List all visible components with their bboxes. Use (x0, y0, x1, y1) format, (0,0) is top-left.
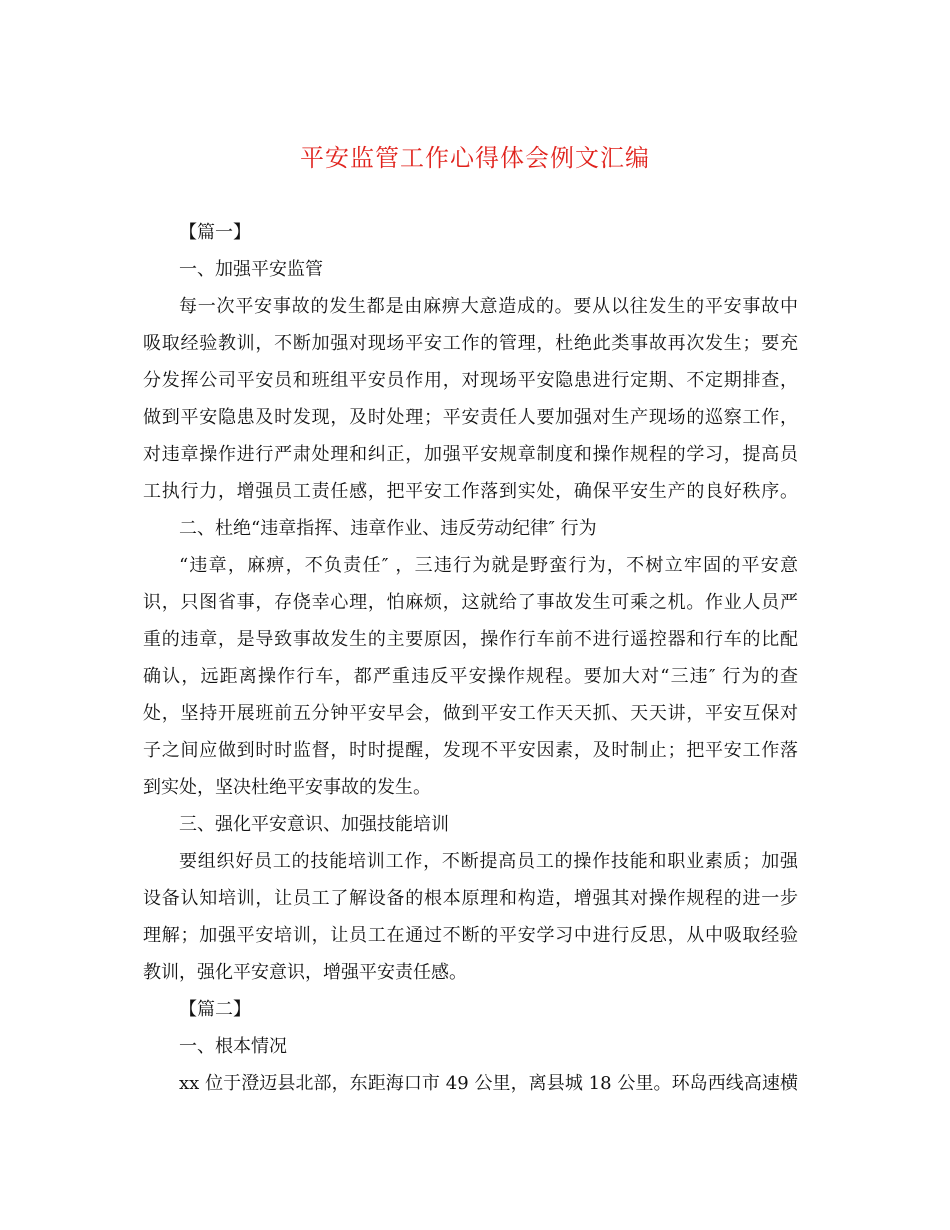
text-line: 工执行力，增强员工责任感，把平安工作落到实处，确保平安生产的良好秩序。 (143, 481, 798, 502)
text-line: 二、杜绝“违章指挥、违章作业、违反劳动纪律″ 行为 (179, 518, 597, 539)
text-line: 每一次平安事故的发生都是由麻痹大意造成的。要从以往发生的平安事故中 (179, 296, 798, 317)
text-line: 确认，远距离操作行车，都严重违反平安操作规程。要加大对“三违″ 行为的查 (143, 666, 798, 687)
text-line: 教训，强化平安意识，增强平安责任感。 (143, 962, 467, 983)
text-line: 子之间应做到时时监督，时时提醒，发现不平安因素，及时制止；把平安工作落 (143, 740, 798, 761)
text-line: 【篇一】 (179, 222, 251, 243)
text-line: 一、根本情况 (179, 1036, 287, 1057)
text-line: xx 位于澄迈县北部，东距海口市 49 公里，离县城 18 公里。环岛西线高速横 (179, 1073, 798, 1094)
text-line: 【篇二】 (179, 999, 251, 1020)
text-line: 设备认知培训，让员工了解设备的根本原理和构造，增强其对操作规程的进一步 (143, 888, 798, 909)
text-line: 分发挥公司平安员和班组平安员作用，对现场平安隐患进行定期、不定期排查， (143, 370, 798, 391)
text-line: 吸取经验教训，不断加强对现场平安工作的管理，杜绝此类事故再次发生；要充 (143, 333, 798, 354)
text-line: 一、加强平安监管 (179, 259, 323, 280)
text-line: 理解；加强平安培训，让员工在通过不断的平安学习中进行反思，从中吸取经验 (143, 925, 798, 946)
document-body (143, 214, 798, 1102)
text-line: 对违章操作进行严肃处理和纠正，加强平安规章制度和操作规程的学习，提高员 (143, 444, 798, 465)
text-line: 要组织好员工的技能培训工作，不断提高员工的操作技能和职业素质；加强 (179, 851, 798, 872)
text-line: 做到平安隐患及时发现，及时处理；平安责任人要加强对生产现场的巡察工作， (143, 407, 798, 428)
text-line: 到实处，坚决杜绝平安事故的发生。 (143, 777, 431, 798)
document-title: 平安监管工作心得体会例文汇编 (300, 144, 650, 172)
text-line: 三、强化平安意识、加强技能培训 (179, 814, 449, 835)
text-line: 处，坚持开展班前五分钟平安早会，做到平安工作天天抓、天天讲，平安互保对 (143, 703, 798, 724)
text-line: 重的违章，是导致事故发生的主要原因，操作行车前不进行遥控器和行车的比配 (143, 629, 798, 650)
text-line: 识，只图省事，存侥幸心理，怕麻烦，这就给了事故发生可乘之机。作业人员严 (143, 592, 798, 613)
text-line: “违章，麻痹，不负责任″ ，三违行为就是野蛮行为，不树立牢固的平安意 (179, 555, 798, 576)
